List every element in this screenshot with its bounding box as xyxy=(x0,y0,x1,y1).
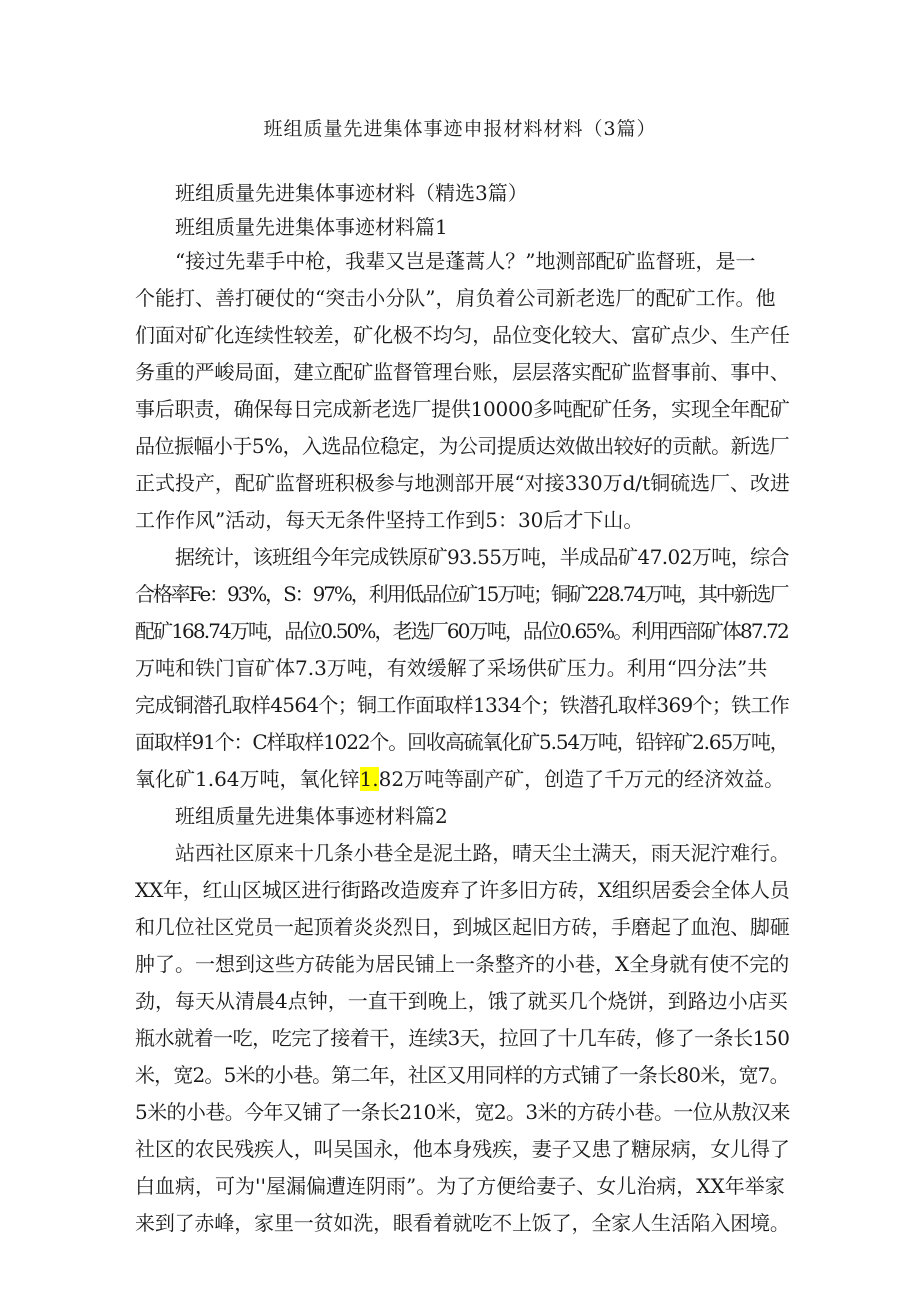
paragraph-line: 品位振幅小于5%，入选品位稳定，为公司提质达效做出较好的贡献。新选厂 xyxy=(135,434,790,458)
highlighted-text: 1. xyxy=(359,767,379,791)
paragraph-line: 白血病，可为''屋漏偏遭连阴雨”。为了方便给妻子、女儿治病，XX年举家 xyxy=(135,1174,785,1198)
document-subtitle: 班组质量先进集体事迹材料（精选3篇） xyxy=(175,181,528,205)
paragraph-line: 据统计，该班组今年完成铁原矿93.55万吨，半成品矿47.02万吨，综合 xyxy=(175,545,789,569)
paragraph-line: 社区的农民残疾人，叫吴国永，他本身残疾，妻子又患了糖尿病，女儿得了 xyxy=(135,1137,790,1161)
paragraph-line: 务重的严峻局面，建立配矿监督管理台账，层层落实配矿监督事前、事中、 xyxy=(135,360,790,384)
paragraph-line: 正式投产，配矿监督班积极参与地测部开展“对接330万d/t铜硫选厂、改进 xyxy=(135,471,790,495)
paragraph-line: 工作作风”活动，每天无条件坚持工作到5：30后才下山。 xyxy=(135,508,644,532)
paragraph-line: XX年，红山区城区进行街路改造废弃了许多旧方砖，X组织居委会全体人员 xyxy=(135,878,790,902)
paragraph-line: 站西社区原来十几条小巷全是泥土路，晴天尘土满天，雨天泥泞难行。 xyxy=(175,841,790,865)
paragraph-line: 们面对矿化连续性较差，矿化极不均匀，品位变化较大、富矿点少、生产任 xyxy=(135,323,790,347)
paragraph-line: 万吨和铁门盲矿体7.3万吨，有效缓解了采场供矿压力。利用“四分法”共 xyxy=(135,656,768,680)
document-title: 班组质量先进集体事迹申报材料材料（3篇） xyxy=(263,118,657,140)
paragraph-line: 完成铜潜孔取样4564个；铜工作面取样1334个；铁潜孔取样369个；铁工作 xyxy=(135,693,790,717)
section-heading-2: 班组质量先进集体事迹材料篇2 xyxy=(175,804,448,828)
paragraph-line: 合格率Fe：93%，S：97%，利用低品位矿15万吨；铜矿228.74万吨，其中新选厂 xyxy=(135,582,788,606)
paragraph-line: “接过先辈手中枪，我辈又岂是蓬蒿人？”地测部配矿监督班，是一 xyxy=(175,249,756,273)
paragraph-line: 配矿168.74万吨，品位0.50%，老选厂60万吨，品位0.65%。利用西部矿体87.72 xyxy=(135,619,788,643)
paragraph-line: 肿了。一想到这些方砖能为居民铺上一条整齐的小巷，X全身就有使不完的 xyxy=(135,952,790,976)
text-run: 82万吨等副产矿，创造了千万元的经济效益。 xyxy=(378,767,785,791)
paragraph-line: 个能打、善打硬仗的“突击小分队”，肩负着公司新老选厂的配矿工作。他 xyxy=(135,286,776,310)
paragraph-line: 面取样91个：C样取样1022个。回收高硫氧化矿5.54万吨，铅锌矿2.65万吨， xyxy=(135,730,789,754)
paragraph-line: 瓶水就着一吃，吃完了接着干，连续3天，拉回了十几车砖，修了一条长150 xyxy=(135,1026,790,1050)
paragraph-line xyxy=(135,764,784,794)
paragraph-line: 米，宽2。5米的小巷。第二年，社区又用同样的方式铺了一条长80米，宽7。 xyxy=(135,1063,789,1087)
text-run: 氧化矿1.64万吨，氧化锌 xyxy=(135,767,360,791)
paragraph-line: 5米的小巷。今年又铺了一条长210米，宽2。3米的方砖小巷。一位从敖汉来 xyxy=(135,1100,790,1124)
section-heading-1: 班组质量先进集体事迹材料篇1 xyxy=(175,215,448,239)
paragraph-line: 和几位社区党员一起顶着炎炎烈日，到城区起旧方砖，手磨起了血泡、脚砸 xyxy=(135,915,790,939)
paragraph-line: 来到了赤峰，家里一贫如洗，眼看着就吃不上饭了，全家人生活陷入困境。 xyxy=(135,1211,790,1235)
paragraph-line: 事后职责，确保每日完成新老选厂提供10000多吨配矿任务，实现全年配矿 xyxy=(135,397,790,421)
paragraph-line: 劲，每天从清晨4点钟，一直干到晚上，饿了就买几个烧饼，到路边小店买 xyxy=(135,989,788,1013)
